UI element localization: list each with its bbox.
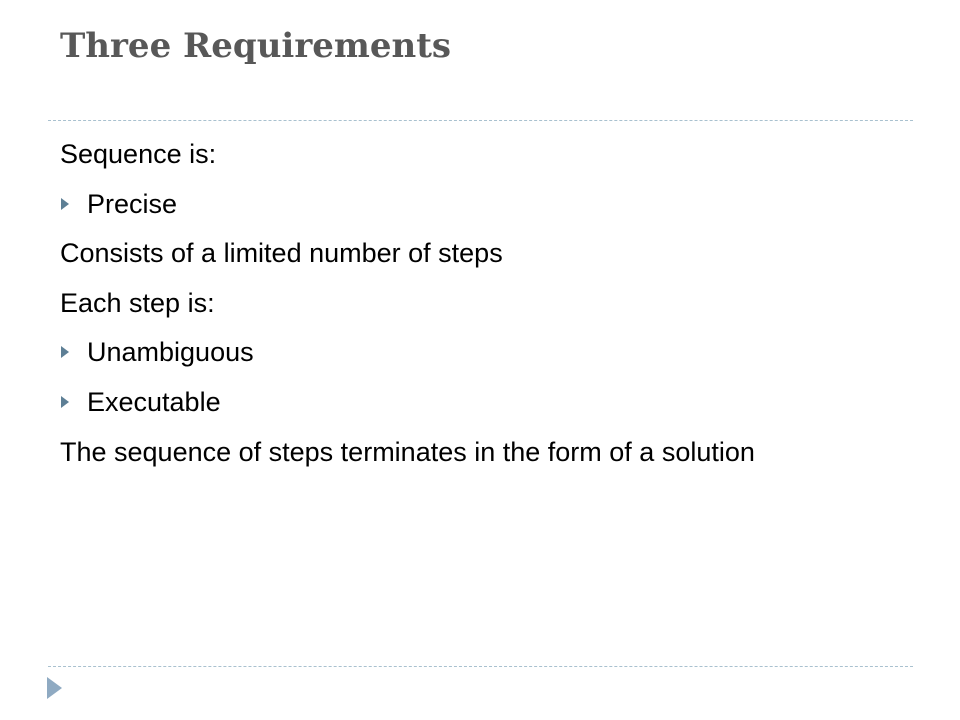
triangle-bullet-icon — [61, 198, 69, 210]
text-line-label: Consists of a limited number of steps — [60, 238, 503, 269]
text-line-label: The sequence of steps terminates in the form of a solution — [60, 436, 755, 467]
triangle-bullet-icon — [61, 346, 69, 358]
text-line-sequence — [60, 130, 940, 180]
bullet-item-label: Executable — [87, 386, 221, 417]
title-divider — [48, 120, 913, 121]
footer-divider — [48, 666, 913, 667]
text-line-terminates — [60, 428, 940, 478]
bullet-item-executable — [60, 378, 940, 428]
bullet-item-label: Precise — [87, 188, 178, 219]
slide-content — [60, 130, 940, 477]
triangle-bullet-icon — [61, 396, 69, 408]
text-line-each-step — [60, 279, 940, 329]
text-line-limited-steps — [60, 229, 940, 279]
bullet-item-unambiguous — [60, 328, 940, 378]
text-line-label: Sequence is: — [60, 139, 217, 169]
slide-title: Three Requirements — [60, 26, 452, 66]
bullet-item-label: Unambiguous — [87, 337, 254, 368]
bullet-item-precise — [60, 180, 940, 230]
triangle-arrow-icon — [47, 677, 62, 699]
text-line-label: Each step is: — [60, 287, 215, 318]
